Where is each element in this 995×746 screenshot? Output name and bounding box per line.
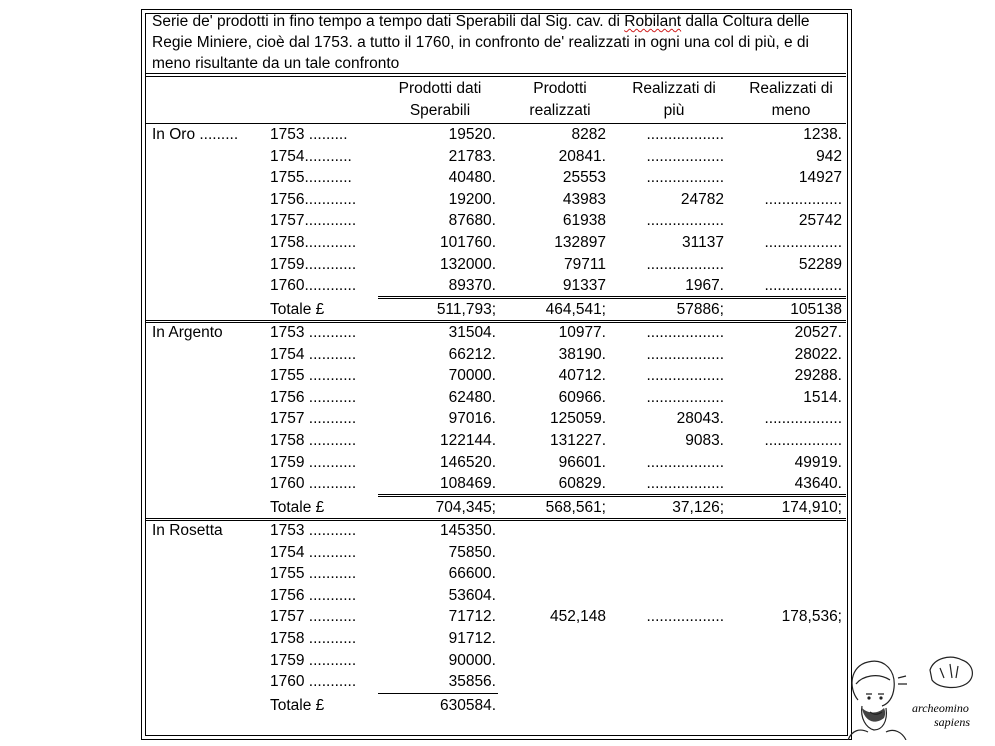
cell-piu: .................. — [646, 367, 724, 385]
cell-piu: .................. — [646, 126, 724, 143]
cell-realizzati: 61938 — [562, 212, 606, 230]
cell-year: 1760............ — [270, 277, 357, 295]
cell-year: 1755........... — [270, 169, 352, 187]
cell-sperabili: 35856. — [448, 673, 496, 691]
total-meno: 174,910; — [781, 498, 842, 516]
cell-year: 1759 ........... — [270, 651, 357, 669]
cell-piu: .................. — [646, 453, 724, 471]
cell-year: 1759 ........... — [270, 453, 357, 471]
title-text-start: Serie de' prodotti in fino tempo a tempo dati Sperabili dal Sig. cav. di — [152, 13, 625, 30]
cell-sperabili: 70000. — [448, 367, 496, 385]
header-top-rule — [145, 76, 846, 77]
cell-realizzati: 131227. — [549, 432, 606, 449]
cell-year: 1757 ........... — [270, 608, 357, 626]
cell-realizzati: 79711 — [564, 255, 606, 273]
header-meno-line1: Realizzati di — [749, 80, 833, 97]
cell-sperabili: 122144. — [439, 432, 496, 449]
total-piu: 57886; — [676, 300, 724, 318]
cell-sperabili: 62480. — [448, 388, 496, 406]
cell-piu: .................. — [646, 608, 724, 626]
cell-piu: .................. — [646, 475, 724, 493]
total-rule-top — [378, 693, 498, 694]
cell-sperabili: 75850. — [448, 543, 496, 561]
cell-realizzati: 20841. — [558, 147, 606, 165]
cell-year: 1755 ........... — [270, 367, 357, 385]
header-sperabili-line2: Sperabili — [409, 102, 471, 119]
cell-sperabili: 145350. — [439, 522, 496, 539]
cell-piu: .................. — [646, 147, 724, 165]
cell-meno: .................. — [764, 432, 842, 449]
cell-year: 1756 ........... — [270, 388, 357, 406]
cell-realizzati: 8282 — [571, 126, 606, 143]
cell-sperabili: 66600. — [448, 565, 496, 583]
cell-sperabili: 71712. — [448, 608, 496, 626]
section-divider — [145, 320, 846, 321]
cell-sperabili: 101760. — [439, 234, 496, 251]
cell-piu: .................. — [646, 255, 724, 273]
cell-meno: .................. — [764, 277, 842, 295]
cell-sperabili: 40480. — [448, 169, 496, 187]
cell-sperabili: 108469. — [439, 475, 496, 493]
total-sperabili: 511,793; — [436, 300, 496, 318]
cell-piu: .................. — [646, 345, 724, 363]
cell-year: 1758............ — [270, 234, 357, 251]
cell-year: 1753 ......... — [270, 126, 348, 143]
cell-piu: 28043. — [676, 410, 724, 428]
total-label: Totale £ — [270, 300, 325, 318]
document-title — [152, 11, 842, 74]
cell-year: 1756............ — [270, 190, 357, 208]
cell-year: 1758 ........... — [270, 630, 357, 647]
cell-meno: .................. — [764, 410, 842, 428]
header-piu-line1: Realizzati di — [632, 80, 716, 97]
section-label: In Argento — [152, 324, 223, 341]
total-rule-top — [378, 296, 846, 297]
cell-piu: 9083. — [685, 432, 724, 449]
cell-sperabili: 19520. — [448, 126, 496, 143]
header-sperabili-line1: Prodotti dati — [398, 80, 482, 97]
cell-sperabili: 91712. — [448, 630, 496, 647]
cell-year: 1754 ........... — [270, 345, 357, 363]
logo-line1: archeomino — [912, 701, 969, 715]
cell-piu: .................. — [646, 212, 724, 230]
cell-meno: 20527. — [794, 324, 842, 341]
cell-realizzati: 125059. — [549, 410, 606, 428]
header-realizzati-line1: Prodotti — [533, 80, 587, 97]
cell-sperabili: 87680. — [448, 212, 496, 230]
cell-meno: 1514. — [803, 388, 842, 406]
cell-realizzati: 91337 — [562, 277, 606, 295]
cell-meno: 25742 — [798, 212, 842, 230]
cell-sperabili: 21783. — [448, 147, 496, 165]
header-meno-line2: meno — [771, 102, 811, 119]
cell-piu: .................. — [646, 324, 724, 341]
cell-year: 1753 ........... — [270, 324, 357, 341]
logo-line2: sapiens — [934, 715, 970, 729]
cell-year: 1756 ........... — [270, 586, 357, 604]
total-meno: 105138 — [790, 300, 842, 318]
cell-year: 1754........... — [270, 147, 352, 165]
cell-year: 1758 ........... — [270, 432, 357, 449]
section-label: In Oro ......... — [152, 126, 239, 143]
cell-realizzati: 452,148 — [549, 608, 606, 626]
cell-year: 1760 ........... — [270, 673, 357, 691]
cell-realizzati: 10977. — [558, 324, 606, 341]
total-realizzati: 568,561; — [545, 498, 606, 516]
cell-sperabili: 132000. — [439, 255, 496, 273]
cell-year: 1760 ........... — [270, 475, 357, 493]
cell-sperabili: 89370. — [448, 277, 496, 295]
cell-meno: 29288. — [794, 367, 842, 385]
total-realizzati: 464,541; — [545, 300, 606, 318]
cell-sperabili: 66212. — [448, 345, 496, 363]
total-rule-top — [378, 494, 846, 495]
cell-year: 1753 ........... — [270, 522, 357, 539]
total-sperabili: 704,345; — [435, 498, 496, 516]
cell-year: 1757............ — [270, 212, 357, 230]
cell-meno: 49919. — [794, 453, 842, 471]
title-name-robilant: Robilant — [624, 13, 682, 30]
cell-year: 1755 ........... — [270, 565, 357, 583]
cell-realizzati: 43983 — [562, 190, 606, 208]
cell-piu: 1967. — [685, 277, 724, 295]
cell-sperabili: 31504. — [448, 324, 496, 341]
title-text-end: dalla Coltura delle Regie Miniere, cioè dal 1753. a tutto il 1760, in confronto de' realizzati in ogni una col di più, e di meno risultante da un tale confronto — [152, 13, 810, 72]
header-piu-line2: più — [663, 102, 685, 119]
cell-meno: 28022. — [794, 345, 842, 363]
cell-meno: 1238. — [803, 126, 842, 143]
cell-meno: .................. — [764, 190, 842, 208]
cell-realizzati: 60966. — [558, 388, 606, 406]
total-piu: 37,126; — [672, 498, 724, 516]
cell-piu: .................. — [646, 388, 724, 406]
cell-year: 1754 ........... — [270, 543, 357, 561]
cell-sperabili: 97016. — [448, 410, 496, 428]
cell-meno: .................. — [764, 234, 842, 251]
cell-realizzati: 60829. — [558, 475, 606, 493]
section-label: In Rosetta — [152, 522, 223, 539]
cell-sperabili: 146520. — [439, 453, 496, 471]
cell-meno: 178,536; — [781, 608, 842, 626]
cell-piu: 24782 — [680, 190, 724, 208]
cell-piu: .................. — [646, 169, 724, 187]
cell-realizzati: 96601. — [558, 453, 606, 471]
cell-realizzati: 132897 — [554, 234, 606, 251]
cell-sperabili: 19200. — [448, 190, 496, 208]
total-sperabili: 630584. — [439, 696, 496, 714]
archeomino-sapiens-logo — [838, 648, 988, 740]
header-realizzati-line2: realizzati — [529, 102, 591, 119]
section-divider — [145, 518, 846, 519]
cell-sperabili: 90000. — [448, 651, 496, 669]
cell-meno: 14927 — [798, 169, 842, 187]
cell-meno: 43640. — [794, 475, 842, 493]
cell-piu: 31137 — [682, 234, 724, 251]
cell-meno: 942 — [816, 147, 842, 165]
cell-sperabili: 53604. — [448, 586, 496, 604]
total-label: Totale £ — [270, 498, 325, 516]
total-label: Totale £ — [270, 696, 325, 714]
cell-year: 1759............ — [270, 255, 357, 273]
cell-year: 1757 ........... — [270, 410, 357, 428]
cell-realizzati: 40712. — [558, 367, 606, 385]
cell-meno: 52289 — [798, 255, 842, 273]
cell-realizzati: 25553 — [562, 169, 606, 187]
cell-realizzati: 38190. — [558, 345, 606, 363]
